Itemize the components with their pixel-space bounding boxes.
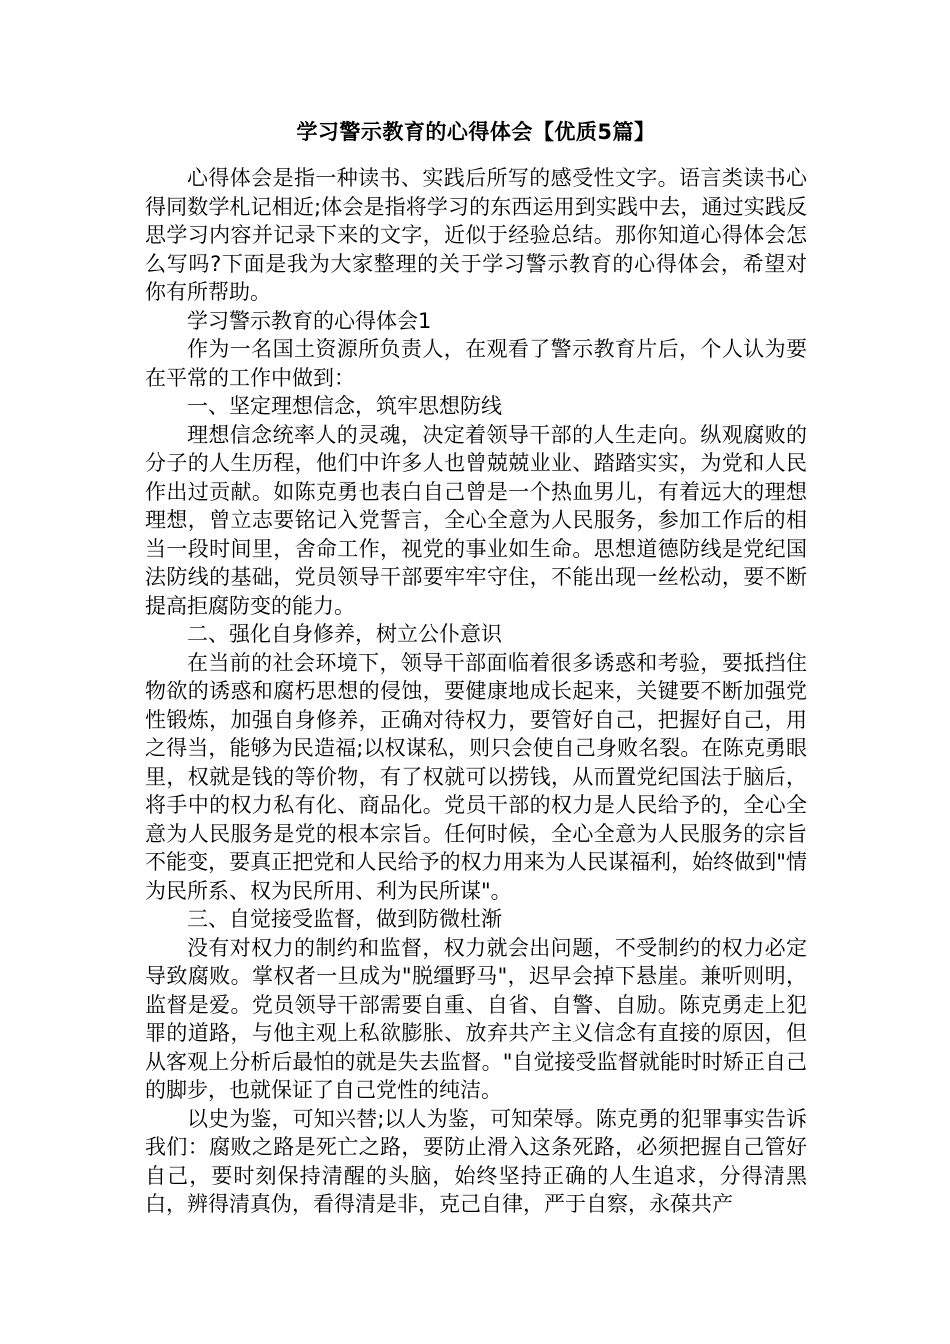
body-paragraph: 理想信念统率人的灵魂，决定着领导干部的人生走向。纵观腐败的分子的人生历程，他们中许多人也曾兢兢业业、踏踏实实，为党和人民作出过贡献。如陈克勇也表白自己曾是一个热血男儿，有着远大的理想理想，曾立志要铭记入党誓言，全心全意为人民服务，参加工作后的相当一段时间里，舍命工作，视党的事业如生命。思想道德防线是党纪国法防线的基础，党员领导干部要牢牢守住，不能出现一丝松动，要不断提高拒腐防变的能力。: [145, 422, 807, 618]
body-paragraph: 以史为鉴，可知兴替;以人为鉴，可知荣辱。陈克勇的犯罪事实告诉我们：腐败之路是死亡之路，要防止滑入这条死路，必须把握自己管好自己，要时刻保持清醒的头脑，始终坚持正确的人生追求，分得清黑白，辨得清真伪，看得清是非，克己自律，严于自察，永葆共产: [145, 1106, 807, 1216]
section-heading: 学习警示教育的心得体会1: [187, 308, 432, 333]
document-title: 学习警示教育的心得体会【优质5篇】: [296, 120, 656, 144]
document-page: [145, 112, 807, 1219]
body-paragraph: 在当前的社会环境下，领导干部面临着很多诱惑和考验，要抵挡住物欲的诱惑和腐朽思想的侵蚀，要健康地成长起来，关键要不断加强党性锻炼，加强自身修养，正确对待权力，要管好自己，把握好自己，用之得当，能够为民造福;以权谋私，则只会使自己身败名裂。在陈克勇眼里，权就是钱的等价物，有了权就可以捞钱，从而置党纪国法于脑后，将手中的权力私有化、商品化。党员干部的权力是人民给予的，全心全意为人民服务是党的根本宗旨。任何时候，全心全意为人民服务的宗旨不能变，要真正把党和人民给予的权力用来为人民谋福利，始终做到"情为民所系、权为民所用、利为民所谋"。: [145, 650, 807, 903]
subheading: 一、坚定理想信念，筑牢思想防线: [187, 394, 502, 418]
intro-paragraph: 心得体会是指一种读书、实践后所写的感受性文字。语言类读书心得同数学札记相近;体会是指将学习的东西运用到实践中去，通过实践反思学习内容并记录下来的文字，近似于经验总结。那你知道心得体会怎么写吗?下面是我为大家整理的关于学习警示教育的心得体会，希望对你有所帮助。: [145, 166, 807, 304]
subheading: 二、强化自身修养，树立公仆意识: [187, 622, 502, 646]
body-paragraph: 没有对权力的制约和监督，权力就会出问题，不受制约的权力必定导致腐败。掌权者一旦成为"脱缰野马"，迟早会掉下悬崖。兼听则明，监督是爱。党员领导干部需要自重、自省、自警、自励。陈克勇走上犯罪的道路，与他主观上私欲膨胀、放弃共产主义信念有直接的原因，但从客观上分析后最怕的就是失去监督。"自觉接受监督就能时时矫正自己的脚步，也就保证了自己党性的纯洁。: [145, 935, 807, 1102]
subheading: 三、自觉接受监督，做到防微杜渐: [187, 907, 502, 931]
body-paragraph: 作为一名国土资源所负责人，在观看了警示教育片后，个人认为要在平常的工作中做到：: [145, 337, 807, 390]
